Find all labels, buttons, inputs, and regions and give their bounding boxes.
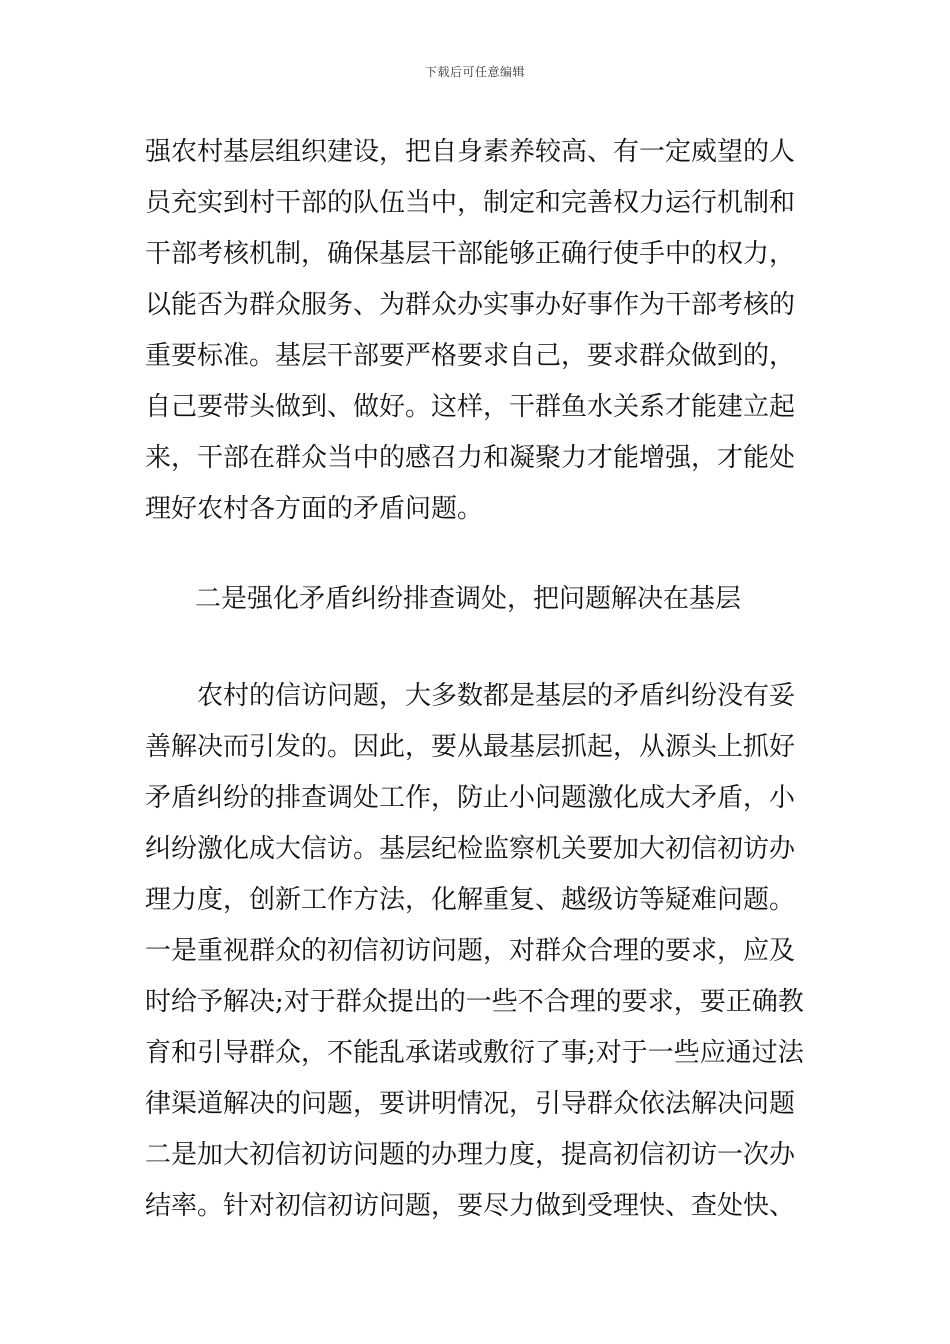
text-line: 一是重视群众的初信初访问题，对群众合理的要求，应及 [145,936,796,966]
paragraph-1 [145,127,810,535]
section-heading: 二是强化矛盾纠纷排查调处，把问题解决在基层 [195,584,742,614]
text-line: 二是加大初信初访问题的办理力度，提高初信初访一次办 [145,1140,796,1170]
text-line: 干部考核机制，确保基层干部能够正确行使手中的权力， [145,239,796,269]
text-line: 时给予解决;对于群众提出的一些不合理的要求，要正确教 [145,987,804,1017]
text-line: 律渠道解决的问题，要讲明情况，引导群众依法解决问题 [145,1089,796,1119]
text-line: 员充实到村干部的队伍当中，制定和完善权力运行机制和 [145,188,796,218]
text-line: 育和引导群众，不能乱承诺或敷衍了事;对于一些应通过法 [145,1038,804,1068]
text-line: 纠纷激化成大信访。基层纪检监察机关要加大初信初访办 [145,834,796,864]
text-line: 农村的信访问题，大多数都是基层的矛盾纠纷没有妥 [145,681,796,711]
text-line: 理力度，创新工作方法，化解重复、越级访等疑难问题。 [145,885,796,915]
text-line: 重要标准。基层干部要严格要求自己，要求群众做到的， [145,341,796,371]
text-line: 自己要带头做到、做好。这样，干群鱼水关系才能建立起 [145,392,796,422]
text-line: 结率。针对初信初访问题，要尽力做到受理快、查处快、 [145,1191,796,1221]
page-header: 下载后可任意编辑 [424,65,525,79]
text-line: 善解决而引发的。因此，要从最基层抓起，从源头上抓好 [145,732,796,762]
text-line: 理好农村各方面的矛盾问题。 [145,494,484,524]
text-line: 强农村基层组织建设，把自身素养较高、有一定威望的人 [145,137,796,167]
paragraph-2 [145,671,810,1232]
text-line: 来，干部在群众当中的感召力和凝聚力才能增强，才能处 [145,443,796,473]
text-line: 以能否为群众服务、为群众办实事办好事作为干部考核的 [145,290,796,320]
text-line: 矛盾纠纷的排查调处工作，防止小问题激化成大矛盾，小 [145,783,796,813]
